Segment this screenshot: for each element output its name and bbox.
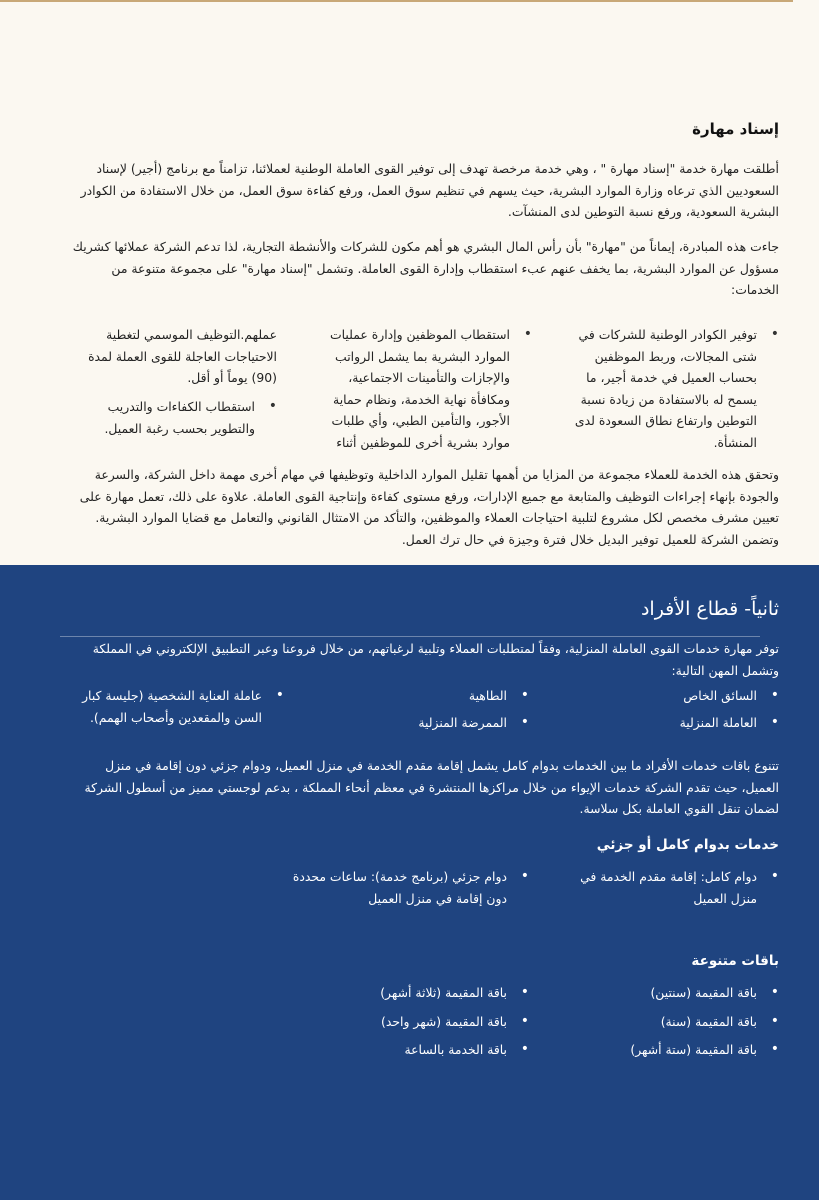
list-item: • توفير الكوادر الوطنية للشركات في شتى المجالات، وربط الموظفين بحساب العميل في خدمة أجير، ما يسمح له بالاستفادة من زيادة نسبة التوطين وارتفاع نطاق السعودة لدى المنشأة. (574, 326, 779, 450)
list-item: • السائق الخاص (539, 685, 779, 707)
bullet-icon: • (770, 984, 779, 1000)
closing-paragraph: وتحقق هذه الخدمة للعملاء مجموعة من المزايا من أهمها تقليل الموارد الداخلية وتوظيفها في مهام أخرى مهمة داخل الشركة، والسرعة والجودة بإنهاء إجراءات التوظيف والمتابعة مع جميع الإدارات، ورفع مستوى كفاءة وإنتاجية القوى العاملة. علاوة على ذلك، تعمل مهارة على تعيين مشرف مخصص لكل مشروع لتلبية احتياجات العملاء والموظفين، والتأكد من الامتثال القانوني والتعامل مع قضايا الموارد البشرية. وتضمن الشركة للعميل توفير البديل خلال فترة وجيزة في حال ترك العمل. (79, 467, 779, 547)
bullet-icon: • (520, 1041, 529, 1057)
intro-paragraph: أطلقت مهارة خدمة "إسناد مهارة " ، وهي خدمة مرخصة تهدف إلى توفير القوى العاملة الوطنية لعملائنا، تزامناً مع برنامج (أجير) لإسناد السعوديين الذي ترعاه وزارة الموارد البشرية، حيث يسهم في تنظيم سوق العمل، ورفع كفاءة سوق العمل، من خلال الاستفادة من الكوادر البشرية السعودية، ورفع نسبة التوطين لدى المنشآت. (80, 161, 779, 219)
list-item: • استقطاب الكفاءات والتدريب والتطوير بحسب رغبة العميل. (104, 398, 277, 436)
services-list-col1 (567, 324, 779, 453)
packages-col1 (559, 982, 779, 1061)
list-item: • باقة الخدمة بالساعة (289, 1039, 529, 1061)
packages-paragraph: تتنوع باقات خدمات الأفراد ما بين الخدمات بدوام كامل يشمل إقامة مقدم الخدمة في منزل العميل، ودوام جزئي دون إقامة في منزل العميل، حيث تقدم الشركة خدمات الإيواء من خلال مراكزها المنتشرة في معظم أنحاء المملكة ، بدعم لوجستي مميز من أسطول الشركة لضمان تنقل القوي العاملة بكل سلاسة. (84, 758, 779, 816)
bullet-icon: • (770, 1012, 779, 1029)
duty-col2 (289, 866, 529, 909)
bullet-icon: • (275, 687, 284, 703)
list-item: • الطاهية (289, 685, 529, 707)
bullet-icon: • (520, 984, 529, 1000)
list-item: • استقطاب الموظفين وإدارة عمليات الموارد البشرية بما يشمل الرواتب والإجازات والتأمينات الاجتماعية، ومكافأة نهاية الخدمة، ونظام حماية الأجور، والتأمين الطبي، وأي طلبات موارد بشرية أخرى للموظفين أثناء (329, 326, 532, 450)
bullet-icon: • (520, 687, 529, 703)
bullet-icon: • (770, 687, 779, 703)
section-isnad-maharah (0, 2, 819, 565)
list-item: • باقة المقيمة (سنتين) (559, 982, 779, 1004)
list-item: • باقة المقيمة (ستة أشهر) (559, 1039, 779, 1061)
bullet-icon: • (770, 713, 779, 730)
bullet-icon: • (770, 868, 779, 884)
list-item: • باقة المقيمة (سنة) (559, 1011, 779, 1033)
services-list-col2 (310, 324, 532, 453)
bullet-icon: • (770, 326, 779, 342)
list-item: • باقة المقيمة (ثلاثة أشهر) (289, 982, 529, 1004)
bullet-icon: • (523, 326, 532, 342)
bullet-icon: • (268, 398, 277, 414)
duty-subtitle: خدمات بدوام كامل أو جزئي (596, 837, 779, 853)
services-list-col3 (71, 396, 277, 439)
section-individuals (0, 565, 819, 1200)
list-item: • باقة المقيمة (شهر واحد) (289, 1011, 529, 1033)
packages-subtitle: باقات متنوعة (691, 953, 779, 969)
professions-col1 (539, 685, 779, 733)
list-item: • دوام جزئي (برنامج خدمة): ساعات محددة دون إقامة في منزل العميل (292, 868, 529, 906)
list-item: • العاملة المنزلية (539, 712, 779, 734)
bullet-icon: • (520, 868, 529, 884)
bullet-icon: • (770, 1041, 779, 1057)
section-title: إسناد مهارة (692, 120, 779, 138)
list-item: • عاملة العناية الشخصية (جليسة كبار السن والمقعدين وأصحاب الهمم). (82, 687, 284, 725)
bullet-icon: • (520, 713, 529, 730)
professions-col2 (289, 685, 529, 733)
duty-col1 (559, 866, 779, 909)
divider (60, 636, 760, 637)
list-item: • الممرضة المنزلية (289, 712, 529, 734)
section-title: ثانياً- قطاع الأفراد (640, 598, 779, 620)
initiative-paragraph: جاءت هذه المبادرة، إيماناً من "مهارة" بأن رأس المال البشري هو أهم مكون للشركات والأنشطة التجارية، لذا تدعم الشركة عملائها كشريك مسؤول عن الموارد البشرية، بما يخفف عنهم عبء استقطاب وإدارة القوى العاملة. وتشمل "إسناد مهارة" على مجموعة متنوعة من الخدمات: (72, 239, 779, 297)
services-col3-text: عملهم.التوظيف الموسمي لتغطية الاحتياجات العاجلة للقوى العملة لمدة (90) يوماً أو أقل. (88, 327, 277, 385)
list-item: • دوام كامل: إقامة مقدم الخدمة في منزل العميل (580, 868, 779, 906)
individuals-intro: توفر مهارة خدمات القوى العاملة المنزلية، وفقاً لمتطلبات العملاء وتلبية لرغباتهم، من خلال فروعنا وعبر التطبيق الإلكتروني في المملكة وتشمل المهن التالية: (92, 641, 779, 678)
bullet-icon: • (520, 1012, 529, 1029)
packages-col2 (289, 982, 529, 1061)
professions-col3 (69, 685, 284, 728)
